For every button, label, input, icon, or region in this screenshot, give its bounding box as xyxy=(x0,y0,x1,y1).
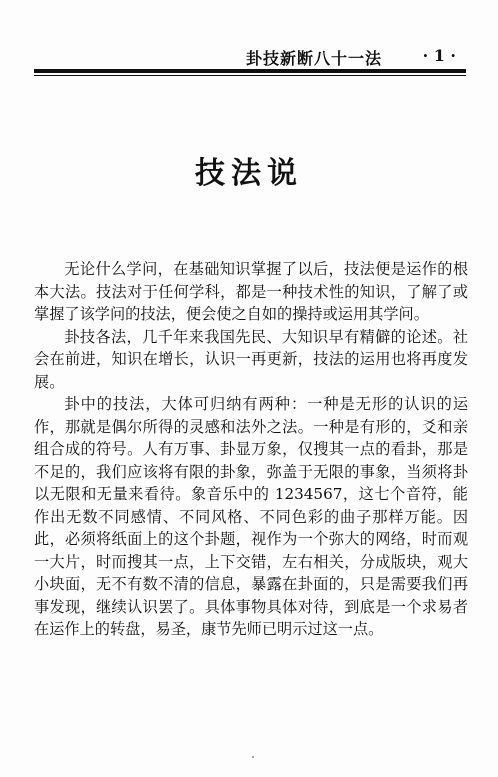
paragraph: 卦技各法，几千年来我国先民、大知识早有精僻的论述。社会在前进，知识在增长，认识一再更新，技法的运用也将再度发展。 xyxy=(34,327,468,391)
page-number: · 1 · xyxy=(422,46,456,65)
scan-speck xyxy=(252,756,254,758)
header-rule-thin xyxy=(34,75,466,76)
section-title: 技法说 xyxy=(195,156,303,191)
paragraph: 卦中的技法，大体可归纳有两种：一种是无形的认识的运作，那就是偶尔所得的灵感和法外之法。一种是有形的，爻和亲组合成的符号。人有万事、卦显万象，仅搜其一点的看卦，那是不足的，我们应该将有限的卦象，弥盖于无限的事象，当须将卦以无限和无量来看待。象音乐中的 1234567，这七个音符，能作出无数不同感情、不同风格、不同色彩的曲子那样万能。因此，必须将纸面上的这个卦题，视作为一个弥大的网络，时而观一大片，时而搜其一点，上下交错，左右相关，分成版块，观大小块面，无不有数不清的信息，暴露在卦面的，只是需要我们再事发现，继续认识罢了。具体事物具体对待，到底是一个求易者在运作上的转盘，易圣，康节先师已明示过这一点。 xyxy=(34,395,468,638)
header-rule-thick xyxy=(34,69,466,73)
paragraph: 无论什么学问，在基础知识掌握了以后，技法便是运作的根本大法。技法对于任何学科，都是一种技术性的知识，了解了或掌握了该学问的技法，便会使之自如的操持或运用其学问。 xyxy=(34,260,468,323)
body-text xyxy=(34,258,468,641)
book-title: 卦技新断八十一法 xyxy=(245,49,382,68)
running-header xyxy=(42,40,462,70)
